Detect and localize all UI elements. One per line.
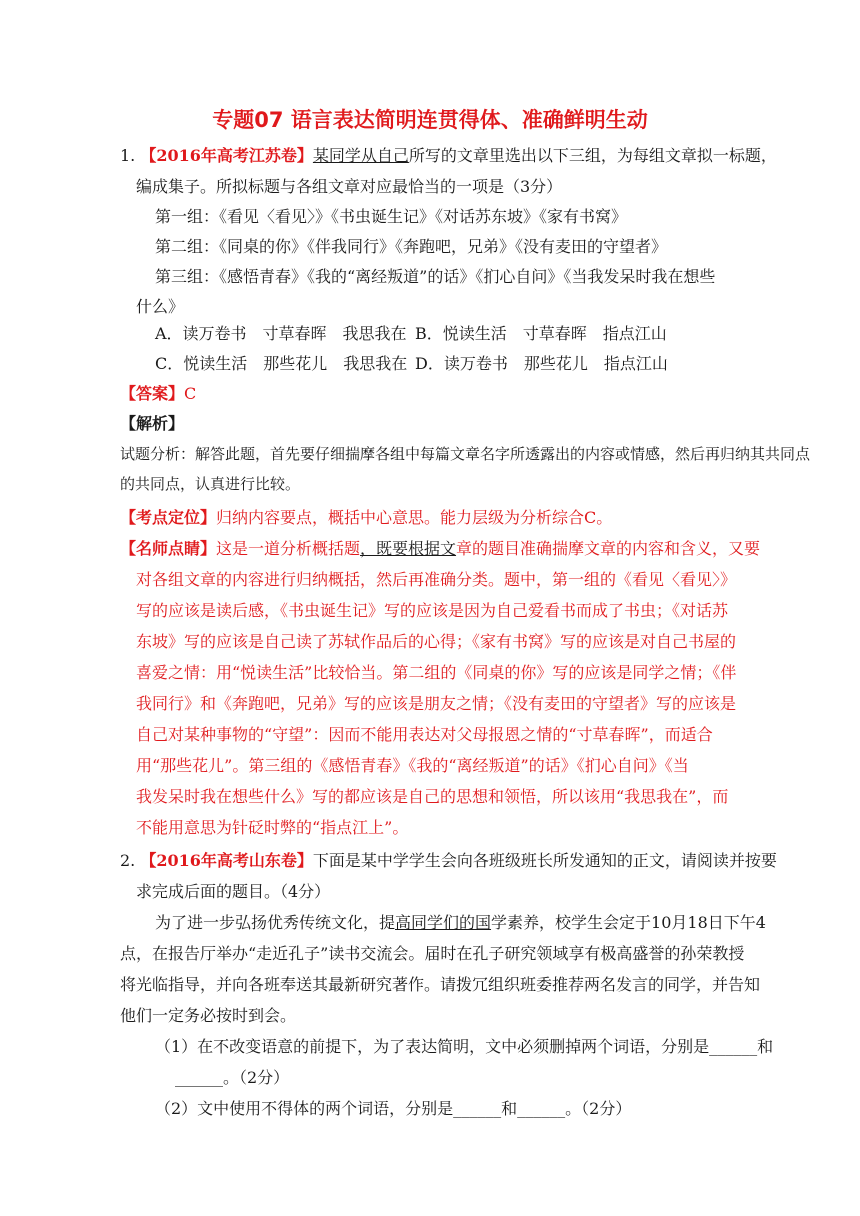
q1-mingshi-text-a: 这是一道分析概括题	[216, 539, 361, 558]
q1-mingshi-text-b: 章的题目准确揣摩文章的内容和含义，又要	[456, 539, 761, 558]
q1-mingshi-line: 写的应该是读后感，《书虫诞生记》写的应该是因为自己爱看书而成了书虫；《对话苏	[136, 601, 729, 620]
q1-option-b: B．悦读生活 寸草春晖 指点江山	[415, 324, 667, 343]
q1-kaodian-label: 【考点定位】	[120, 508, 217, 527]
q1-option-d: D．读万卷书 那些花儿 指点江山	[415, 354, 668, 373]
q1-group3-line2: 什么》	[136, 297, 185, 316]
q2-stem-line1	[120, 851, 777, 871]
q2-sub2: （2）文中使用不得体的两个词语，分别是______和______。（2分）	[155, 1099, 632, 1118]
q2-sub1-line2: ______。（2分）	[175, 1068, 290, 1087]
q1-number: 1.	[120, 146, 136, 165]
q1-kaodian	[120, 508, 612, 528]
q1-group1: 第一组：《看见〈看见〉》《书虫诞生记》《对话苏东坡》《家有书窝》	[155, 207, 628, 226]
q1-stem-line2: 编成集子。所拟标题与各组文章对应最恰当的一项是（3分）	[136, 177, 563, 196]
q2-passage-text-a: 为了进一步弘扬优秀传统文化，提	[155, 913, 396, 932]
q2-stem-line2: 求完成后面的题目。（4分）	[136, 882, 331, 901]
q1-mingshi-line: 自己对某种事物的“守望”：因而不能用表达对父母报恩之情的“寸草春晖”，而适合	[136, 725, 713, 744]
q1-mingshi-line: 用“那些花儿”。第三组的《感悟青春》《我的“离经叛道”的话》《扪心自问》《当	[136, 756, 689, 775]
q1-group3-line1: 第三组：《感悟青春》《我的“离经叛道”的话》《扪心自问》《当我发呆时我在想些	[155, 267, 716, 286]
q1-mingshi-line: 我同行》和《奔跑吧，兄弟》写的应该是朋友之情；《没有麦田的守望者》写的应该是	[136, 694, 737, 713]
q1-mingshi-line: 我发呆时我在想些什么》写的都应该是自己的思想和领悟，所以该用“我思我在”，而	[136, 787, 729, 806]
q1-source: 【2016年高考江苏卷】	[140, 146, 313, 165]
q1-kaodian-text: 归纳内容要点，概括中心意思。能力层级为分析综合C。	[216, 508, 613, 527]
q2-passage-line: 将光临指导，并向各班奉送其最新研究著作。请拨冗组织班委推荐两名发言的同学，并告知	[120, 975, 761, 994]
q2-passage-text-underlined: 高同学们的国	[395, 913, 492, 932]
q1-mingshi-line1	[120, 539, 760, 559]
q1-answer-label: 【答案】	[120, 384, 185, 403]
q2-passage-line1	[155, 913, 766, 933]
q1-mingshi-line: 喜爱之情：用“悦读生活”比较恰当。第二组的《同桌的你》写的应该是同学之情；《伴	[136, 663, 737, 682]
q1-stem-line1	[120, 146, 777, 166]
q2-stem-text: 下面是某中学学生会向各班级班长所发通知的正文，请阅读并按要	[312, 851, 777, 870]
q1-mingshi-line: 东坡》写的应该是自己读了苏轼作品后的心得；《家有书窝》写的应该是对自己书屋的	[136, 632, 737, 651]
q1-answer-value: C	[184, 384, 197, 403]
q1-analysis-line2: 的共同点，认真进行比较。	[120, 475, 301, 493]
q2-source: 【2016年高考山东卷】	[140, 851, 313, 870]
q1-group2: 第二组：《同桌的你》《伴我同行》《奔跑吧，兄弟》《没有麦田的守望者》	[155, 237, 668, 256]
q1-answer	[120, 384, 196, 404]
q2-sub1-line1: （1）在不改变语意的前提下，为了表达简明，文中必须删掉两个词语，分别是______和	[155, 1037, 774, 1056]
q2-passage-line: 点，在报告厅举办“走近孔子”读书交流会。届时在孔子研究领域享有极高盛誉的孙荣教授	[120, 944, 745, 963]
q2-number: 2.	[120, 851, 136, 870]
q1-analysis-line1: 试题分析：解答此题，首先要仔细揣摩各组中每篇文章名字所透露出的内容或情感，然后再归纳其共同点	[120, 445, 811, 463]
q1-option-a: A．读万卷书 寸草春晖 我思我在	[155, 324, 407, 343]
q1-mingshi-line: 对各组文章的内容进行归纳概括，然后再准确分类。题中，第一组的《看见〈看见〉》	[136, 570, 737, 589]
q1-analysis-label: 【解析】	[120, 414, 185, 433]
q2-passage-line: 他们一定务必按时到会。	[120, 1006, 297, 1025]
q1-mingshi-line: 不能用意思为针砭时弊的“指点江上”。	[136, 818, 409, 837]
q1-mingshi-label: 【名师点睛】	[120, 539, 217, 558]
q2-passage-text-b: 学素养，校学生会定于10月18日下午4	[491, 913, 766, 932]
q1-stem-underlined: 某同学从自己	[312, 146, 409, 165]
page-title: 专题07 语言表达简明连贯得体、准确鲜明生动	[212, 108, 648, 132]
q1-stem-rest: 所写的文章里选出以下三组，为每组文章拟一标题，	[408, 146, 777, 165]
q1-option-c: C．悦读生活 那些花儿 我思我在	[155, 354, 408, 373]
q1-mingshi-text-underlined: ，既要根据文	[360, 539, 457, 558]
